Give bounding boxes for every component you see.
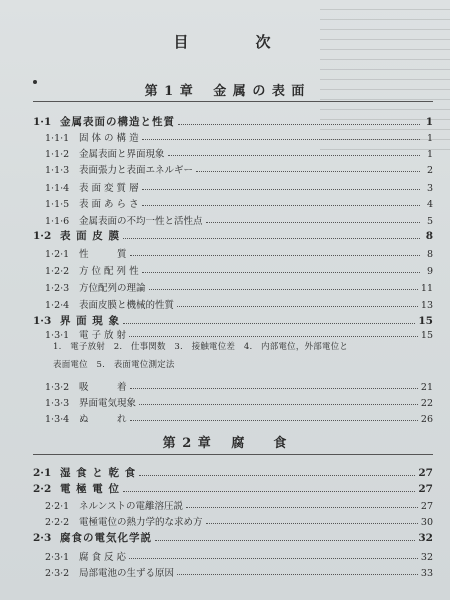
section-title: ぬ れ [79,414,127,425]
section-number: 1·1·2 [45,149,70,160]
toc-entry [45,280,433,294]
dot-leader [130,387,418,389]
section-number: 1·1·3 [45,165,70,176]
section-number: 1·1·1 [45,133,70,144]
dot-leader [142,188,420,190]
page-number: 5 [426,216,433,227]
toc-entry [45,498,433,512]
toc-entry [45,395,433,409]
dot-leader [139,403,418,405]
page-number: 9 [426,266,433,277]
page-number: 8 [426,249,433,260]
section-number: 1·1·6 [45,216,70,227]
toc-entry [45,263,433,277]
section-title: 電 子 放 射 [79,330,127,341]
toc-entry [33,313,433,328]
section-number: 1·3·3 [45,398,70,409]
section-number: 2·3 [33,532,52,544]
section-title: 電 極 電 位 [60,483,120,495]
page-number: 13 [420,300,433,311]
toc-entry [45,180,433,194]
section-number: 1·1 [33,116,52,128]
dot-leader [123,322,415,324]
chapter-1-rule [33,101,433,102]
section-title: 表面皮膜と機械的性質 [79,300,175,311]
chapter-1-number: 第 1 章 [144,84,194,99]
section-number: 1·1·4 [45,183,70,194]
toc-entry [45,297,433,311]
page-number: 27 [418,483,433,495]
page-number: 30 [420,517,433,528]
chapter-2-heading [0,432,450,451]
section-title: 電極電位の熱力学的な求め方 [79,517,203,528]
section-title: 方位配列の理論 [79,283,146,294]
dot-leader [196,170,420,172]
chapter-2-number: 第 2 章 [162,436,212,451]
toc-entry [33,114,433,129]
page-number: 33 [420,568,433,579]
dot-leader [142,271,420,273]
page-number: 32 [418,532,433,544]
toc-entry [45,327,433,341]
dot-leader [130,254,420,256]
toc-entry [45,130,433,144]
dot-leader [130,419,418,421]
section-title: 金属表面と界面現象 [79,149,165,160]
dot-leader [129,335,418,337]
dot-leader [155,539,415,541]
section-number: 2·1 [33,467,52,479]
dot-leader [177,573,418,575]
page-number: 21 [420,382,433,393]
page-title: 目 次 [173,33,297,51]
chapter-1-title: 金 属 の 表 面 [213,84,306,99]
page-number: 15 [418,315,433,327]
toc-entry [45,565,433,579]
section-title: 表 面 あ ら さ [79,199,139,210]
page-number: 8 [425,230,433,242]
section-title: ネルンストの電離溶圧説 [79,501,183,512]
dot-leader [129,557,418,559]
page-number: 1 [425,116,433,128]
section-note-line-2: 表面電位 5. 表面電位測定法 [53,360,175,370]
section-title: 固 体 の 構 造 [79,133,139,144]
section-number: 2·3·1 [45,552,70,563]
page-number: 1 [426,149,433,160]
section-number: 2·2·2 [45,517,70,528]
dot-leader [149,288,418,290]
section-number: 1·2·3 [45,283,70,294]
toc-entry [45,411,433,425]
page-number: 3 [426,183,433,194]
section-number: 1·3 [33,315,52,327]
toc-entry [33,228,433,243]
section-title: 腐 食 反 応 [79,552,127,563]
page-number: 32 [420,552,433,563]
section-title: 吸 着 [79,382,127,393]
dot-leader [123,237,420,239]
section-title: 腐食の電気化学説 [60,532,152,544]
section-number: 1·3·2 [45,382,70,393]
section-title: 局部電池の生ずる原因 [79,568,175,579]
dot-leader [177,305,418,307]
section-number: 1·2·4 [45,300,70,311]
section-title: 界 面 現 象 [60,315,120,327]
section-note-line-1: 1. 電子放射 2. 仕事関数 3. 接触電位差 4. 内部電位，外部電位と [53,342,349,352]
section-title: 金属表面の構造と性質 [60,116,175,128]
section-title: 表 面 皮 膜 [60,230,120,242]
toc-entry [33,481,433,496]
toc-entry [45,196,433,210]
section-number: 1·3·4 [45,414,70,425]
section-number: 1·2·1 [45,249,70,260]
section-title: 表面張力と表面エネルギー [79,165,194,176]
section-number: 1·2·2 [45,266,70,277]
toc-entry [33,530,433,545]
page-number: 1 [426,133,433,144]
page-number: 27 [420,501,433,512]
page-number: 15 [420,330,433,341]
toc-entry [45,246,433,260]
dot-leader [178,123,420,125]
chapter-1-heading [0,80,450,99]
dot-leader [123,490,415,492]
section-title: 湿 食 と 乾 食 [60,467,137,479]
page-number: 22 [420,398,433,409]
dot-leader [206,522,418,524]
toc-entry [45,379,433,393]
toc-entry [45,514,433,528]
section-number: 1·3·1 [45,330,70,341]
dot-leader [142,204,420,206]
page-number: 26 [420,414,433,425]
dot-leader [168,154,420,156]
section-title: 性 質 [79,249,127,260]
section-title: 界面電気現象 [79,398,137,409]
page-number: 4 [426,199,433,210]
section-title: 金属表面の不均一性と活性点 [79,216,203,227]
page-number: 27 [418,467,433,479]
dot-leader [206,221,420,223]
section-number: 2·2 [33,483,52,495]
toc-entry [45,162,433,176]
dot-leader [139,474,415,476]
toc-entry [45,146,433,160]
section-title: 方 位 配 列 性 [79,266,139,277]
chapter-2-rule [33,454,433,455]
toc-entry [45,213,433,227]
dot-leader [186,506,418,508]
chapter-2-title: 腐 食 [231,436,288,451]
toc-entry [45,549,433,563]
section-number: 2·2·1 [45,501,70,512]
dot-leader [142,138,420,140]
toc-entry [33,465,433,480]
section-number: 2·3·2 [45,568,70,579]
section-number: 1·2 [33,230,52,242]
section-number: 1·1·5 [45,199,70,210]
section-title: 表 面 変 質 層 [79,183,139,194]
page-number: 11 [420,283,433,294]
page-number: 2 [426,165,433,176]
